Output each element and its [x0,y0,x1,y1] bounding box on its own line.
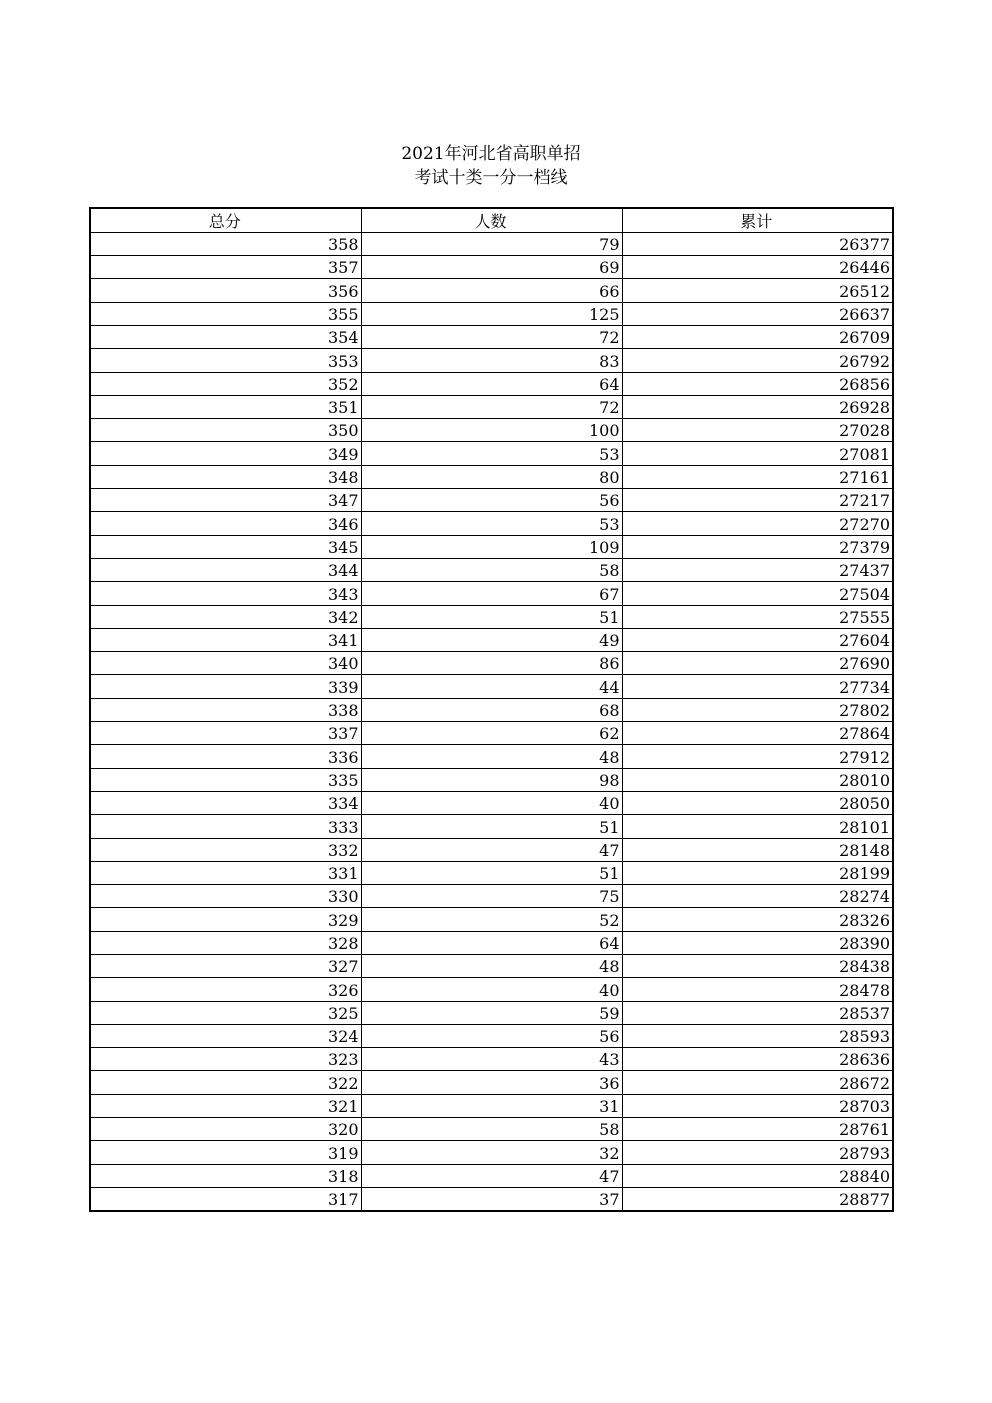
table-row [90,768,893,791]
cell-cumulative: 28274 [622,885,893,908]
table-row [90,395,893,418]
cell-total-score: 318 [90,1164,361,1187]
header-total-score: 总分 [90,208,361,232]
table-row [90,931,893,954]
cell-count: 75 [361,885,622,908]
cell-total-score: 325 [90,1001,361,1024]
cell-total-score: 319 [90,1141,361,1164]
cell-cumulative: 27028 [622,419,893,442]
cell-count: 44 [361,675,622,698]
cell-count: 40 [361,978,622,1001]
table-row [90,1048,893,1071]
table-row [90,1187,893,1211]
cell-cumulative: 28326 [622,908,893,931]
cell-cumulative: 27081 [622,442,893,465]
cell-cumulative: 28636 [622,1048,893,1071]
cell-count: 69 [361,256,622,279]
cell-cumulative: 28478 [622,978,893,1001]
table-row [90,1001,893,1024]
table-row [90,535,893,558]
cell-total-score: 321 [90,1094,361,1117]
document-title-line1: 2021年河北省高职单招 [401,144,581,164]
cell-total-score: 344 [90,558,361,581]
cell-cumulative: 28593 [622,1024,893,1047]
cell-total-score: 328 [90,931,361,954]
table-row [90,1094,893,1117]
table-row [90,1071,893,1094]
cell-cumulative: 26709 [622,325,893,348]
cell-count: 40 [361,791,622,814]
cell-cumulative: 27690 [622,652,893,675]
cell-cumulative: 27912 [622,745,893,768]
cell-total-score: 350 [90,419,361,442]
cell-total-score: 326 [90,978,361,1001]
cell-total-score: 320 [90,1118,361,1141]
cell-count: 83 [361,349,622,372]
cell-cumulative: 27555 [622,605,893,628]
table-row [90,955,893,978]
table-row [90,838,893,861]
cell-total-score: 347 [90,489,361,512]
cell-cumulative: 27504 [622,582,893,605]
cell-count: 109 [361,535,622,558]
table-body [90,232,893,1211]
cell-count: 68 [361,698,622,721]
cell-count: 52 [361,908,622,931]
cell-cumulative: 26637 [622,302,893,325]
cell-cumulative: 26792 [622,349,893,372]
cell-cumulative: 28703 [622,1094,893,1117]
cell-total-score: 327 [90,955,361,978]
cell-count: 56 [361,489,622,512]
table-row [90,232,893,255]
cell-cumulative: 28148 [622,838,893,861]
cell-total-score: 332 [90,838,361,861]
cell-cumulative: 28390 [622,931,893,954]
cell-cumulative: 27604 [622,628,893,651]
score-table [89,207,894,1212]
cell-count: 48 [361,955,622,978]
cell-count: 86 [361,652,622,675]
cell-cumulative: 28101 [622,815,893,838]
cell-count: 56 [361,1024,622,1047]
cell-total-score: 352 [90,372,361,395]
cell-count: 51 [361,815,622,838]
cell-count: 53 [361,442,622,465]
cell-count: 72 [361,395,622,418]
cell-cumulative: 28537 [622,1001,893,1024]
cell-count: 58 [361,1118,622,1141]
cell-count: 62 [361,722,622,745]
cell-total-score: 355 [90,302,361,325]
header-cumulative: 累计 [622,208,893,232]
table-row [90,372,893,395]
cell-count: 43 [361,1048,622,1071]
cell-total-score: 349 [90,442,361,465]
cell-cumulative: 27437 [622,558,893,581]
table-row [90,815,893,838]
table-row [90,256,893,279]
table-row [90,1024,893,1047]
cell-cumulative: 27161 [622,465,893,488]
cell-count: 58 [361,558,622,581]
table-row [90,698,893,721]
cell-cumulative: 28761 [622,1118,893,1141]
cell-count: 32 [361,1141,622,1164]
table-row [90,465,893,488]
cell-count: 31 [361,1094,622,1117]
cell-cumulative: 28877 [622,1187,893,1211]
cell-count: 59 [361,1001,622,1024]
cell-count: 36 [361,1071,622,1094]
cell-cumulative: 28672 [622,1071,893,1094]
cell-total-score: 354 [90,325,361,348]
cell-total-score: 338 [90,698,361,721]
cell-total-score: 351 [90,395,361,418]
cell-total-score: 337 [90,722,361,745]
cell-total-score: 339 [90,675,361,698]
cell-count: 47 [361,1164,622,1187]
cell-cumulative: 27734 [622,675,893,698]
cell-cumulative: 27802 [622,698,893,721]
table-row [90,722,893,745]
cell-count: 125 [361,302,622,325]
cell-count: 49 [361,628,622,651]
table-header-row [90,208,893,232]
cell-count: 80 [361,465,622,488]
cell-total-score: 334 [90,791,361,814]
cell-cumulative: 26928 [622,395,893,418]
cell-cumulative: 26446 [622,256,893,279]
table-row [90,302,893,325]
cell-count: 98 [361,768,622,791]
cell-count: 64 [361,372,622,395]
table-row [90,489,893,512]
cell-count: 67 [361,582,622,605]
cell-total-score: 356 [90,279,361,302]
cell-count: 47 [361,838,622,861]
cell-cumulative: 26856 [622,372,893,395]
table-row [90,325,893,348]
table-row [90,652,893,675]
cell-cumulative: 28199 [622,861,893,884]
cell-count: 72 [361,325,622,348]
cell-total-score: 330 [90,885,361,908]
cell-total-score: 346 [90,512,361,535]
table-row [90,791,893,814]
header-count: 人数 [361,208,622,232]
cell-total-score: 348 [90,465,361,488]
table-row [90,558,893,581]
table-row [90,908,893,931]
table-row [90,349,893,372]
cell-cumulative: 27864 [622,722,893,745]
table-row [90,279,893,302]
document-title-line2: 考试十类一分一档线 [414,168,568,188]
cell-cumulative: 27379 [622,535,893,558]
table-row [90,1141,893,1164]
cell-cumulative: 28793 [622,1141,893,1164]
cell-total-score: 357 [90,256,361,279]
cell-cumulative: 28050 [622,791,893,814]
cell-total-score: 323 [90,1048,361,1071]
cell-total-score: 358 [90,232,361,255]
cell-count: 51 [361,861,622,884]
cell-count: 53 [361,512,622,535]
cell-cumulative: 28840 [622,1164,893,1187]
cell-total-score: 353 [90,349,361,372]
cell-total-score: 317 [90,1187,361,1211]
cell-total-score: 343 [90,582,361,605]
cell-count: 64 [361,931,622,954]
cell-total-score: 335 [90,768,361,791]
cell-total-score: 345 [90,535,361,558]
cell-total-score: 329 [90,908,361,931]
cell-total-score: 341 [90,628,361,651]
cell-count: 37 [361,1187,622,1211]
table-row [90,1164,893,1187]
table-row [90,419,893,442]
cell-count: 79 [361,232,622,255]
table-row [90,582,893,605]
cell-total-score: 331 [90,861,361,884]
cell-total-score: 340 [90,652,361,675]
cell-total-score: 333 [90,815,361,838]
cell-count: 48 [361,745,622,768]
cell-cumulative: 26512 [622,279,893,302]
cell-cumulative: 28438 [622,955,893,978]
table-row [90,512,893,535]
cell-cumulative: 26377 [622,232,893,255]
table-row [90,885,893,908]
cell-count: 51 [361,605,622,628]
cell-cumulative: 27270 [622,512,893,535]
cell-cumulative: 27217 [622,489,893,512]
cell-total-score: 322 [90,1071,361,1094]
cell-total-score: 342 [90,605,361,628]
table-row [90,978,893,1001]
cell-count: 100 [361,419,622,442]
table-row [90,861,893,884]
cell-cumulative: 28010 [622,768,893,791]
table-row [90,675,893,698]
table-row [90,745,893,768]
cell-count: 66 [361,279,622,302]
table-row [90,628,893,651]
cell-total-score: 336 [90,745,361,768]
table-row [90,605,893,628]
table-row [90,442,893,465]
cell-total-score: 324 [90,1024,361,1047]
table-row [90,1118,893,1141]
